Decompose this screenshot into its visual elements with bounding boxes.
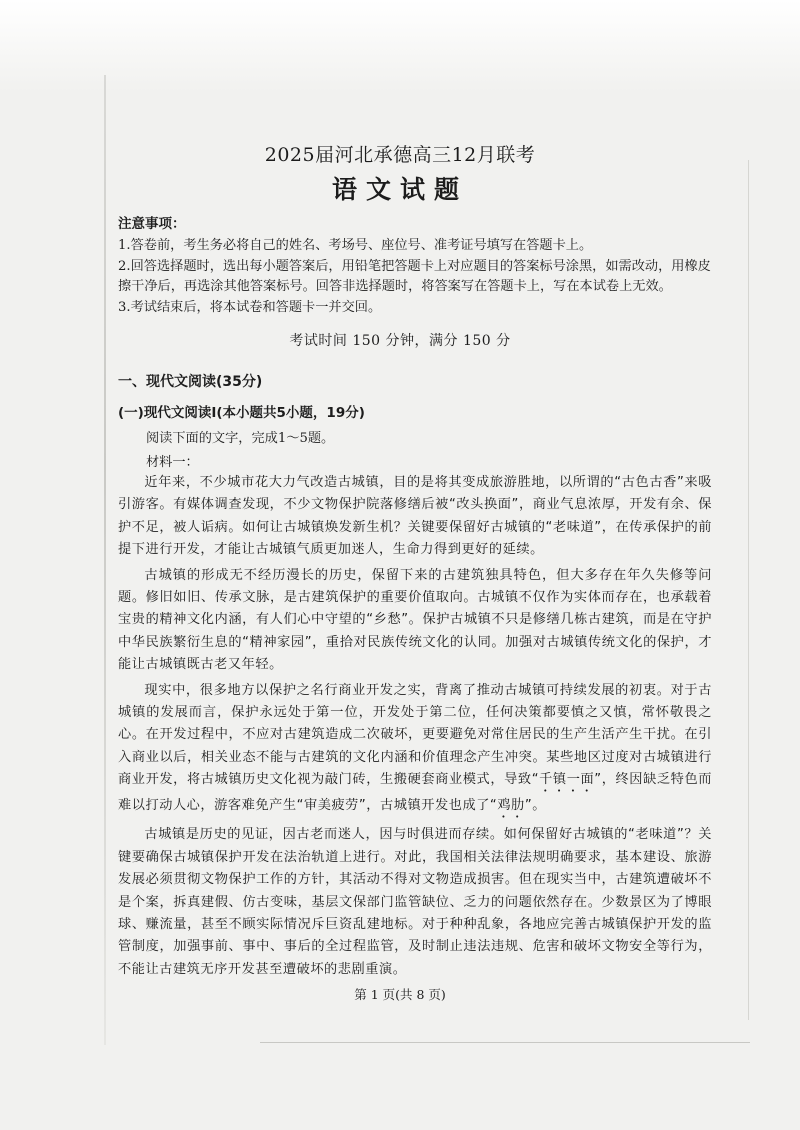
paragraph-1: 近年来，不少城市花大力气改造古城镇，目的是将其变成旅游胜地，以所谓的“古色古香”来吸引游客。有媒体调查发现，不少文物保护院落修缮后被“改头换面”，商业气息浓厚，开发有余、保护不足，被人诟病。如何让古城镇焕发新生机？关键要保留好古城镇的“老味道”，在传承保护的前提下进行开发，才能让古城镇气质更加迷人，生命力得到更好的延续。 — [118, 475, 712, 558]
paragraph-3 — [118, 680, 712, 822]
page-edge-left — [104, 75, 106, 1045]
note-item: 擦干净后，再选涂其他答案标号。回答非选择题时，将答案写在答题卡上，写在本试卷上无效。 — [118, 279, 672, 294]
material-text — [118, 472, 712, 984]
paragraph-3-part: ”，终因缺乏特色而难以打动人心，游客难免产生“审美疲劳”，古城镇开发也成了“ — [118, 772, 712, 814]
paragraph-2: 古城镇的形成无不经历漫长的历史，保留下来的古建筑独具特色，但大多存在年久失修等问题。修旧如旧、传承文脉，是古建筑保护的重要价值取向。古城镇不仅作为实体而存在，也承载着宝贵的精神文化内涵，有人们心中守望的“乡愁”。保护古城镇不只是修缮几栋古建筑，而是在守护中华民族繁衍生息的“精神家园”，重拾对民族传统文化的认同。加强对古城镇传统文化的保护，才能让古城镇既古老又年轻。 — [118, 567, 712, 673]
scan-background — [0, 0, 800, 92]
page-number: 第 1 页(共 8 页) — [354, 987, 446, 1002]
page-edge-bottom — [260, 1042, 750, 1043]
subsection-heading: (一)现代文阅读Ⅰ(本小题共5小题，19分) — [118, 405, 365, 421]
paragraph-4: 古城镇是历史的见证，因古老而迷人，因与时俱进而存续。如何保留好古城镇的“老味道”？关键要确保古城镇保护开发在法治轨道上进行。对此，我国相关法律法规明确要求，基本建设、旅游发展必须贯彻文物保护工作的方针，其活动不得对文物造成损害。但在现实当中，古建筑遭破坏不是个案，拆真建假、仿古变味，基层文保部门监管缺位、乏力的问题依然存在。少数景区为了博眼球、赚流量，甚至不顾实际情况斥巨资乱建地标。对于种种乱象，各地应完善古城镇保护开发的监管制度，加强事前、事中、事后的全过程监管，及时制止违法违规、危害和破坏文物安全等行为，不能让古建筑无序开发甚至遭破坏的悲剧重演。 — [118, 827, 712, 977]
notes-heading: 注意事项： — [118, 216, 186, 232]
section-heading: 一、现代文阅读(35分) — [118, 374, 263, 390]
paragraph-3-part: 现实中，很多地方以保护之名行商业开发之实，背离了推动古城镇可持续发展的初衷。对于古城镇的发展而言，保护永远处于第一位，开发处于第二位，任何决策都要慎之又慎，常怀敬畏之心。在开发过程中，不应对古建筑造成二次破坏，更要避免对常住居民的生产生活产生干扰。在引入商业以后，相关业态不能与古建筑的文化内涵和价值理念产生冲突。某些地区过度对古城镇进行商业开发，将古城镇历史文化视为敲门砖，生搬硬套商业模式，导致“ — [118, 682, 712, 788]
paragraph-3-part: ”。 — [524, 798, 546, 814]
emphasized-phrase: 鸡肋 — [497, 798, 525, 814]
note-item: 3.考试结束后，将本试卷和答题卡一并交回。 — [118, 299, 382, 315]
emphasized-phrase: 千镇一面 — [539, 772, 595, 788]
subject-title: 语文试题 — [331, 175, 468, 204]
note-item: 2.回答选择题时，选出每小题答案后，用铅笔把答题卡上对应题目的答案标号涂黑，如需改动，用橡皮 — [118, 258, 711, 274]
exam-title: 2025届河北承德高三12月联考 — [264, 144, 536, 166]
exam-time: 考试时间 150 分钟，满分 150 分 — [289, 333, 511, 349]
notes-list — [118, 236, 718, 318]
page-edge-right — [748, 160, 749, 1020]
material-label: 材料一： — [146, 455, 199, 470]
note-item: 1.答卷前，考生务必将自己的姓名、考场号、座位号、准考证号填写在答题卡上。 — [118, 238, 593, 253]
reading-instruction: 阅读下面的文字，完成1～5题。 — [146, 431, 335, 446]
